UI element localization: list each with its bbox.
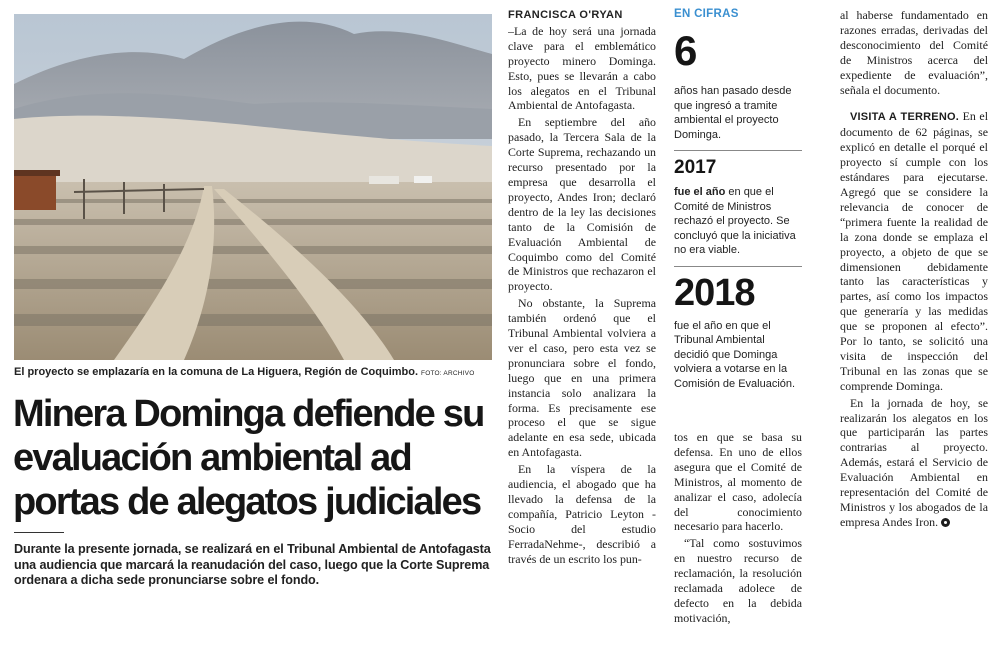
- paragraph: [840, 396, 988, 530]
- stat-desc: fue el año en que el Tribunal Ambiental decidió que Dominga volviera a votarse en la Comisión de Evaluación.: [674, 319, 796, 390]
- article-lead: Durante la presente jornada, se realizará en el Tribunal Ambiental de Antofagasta una audiencia que marcará la reanudación del caso, luego que la Corte Suprema ordenara a dicha sede pronunciarse sobre el fondo.: [14, 542, 491, 587]
- paragraph: [840, 109, 988, 393]
- stat-value: 6: [674, 27, 698, 74]
- paragraph-text: En el documento de 62 páginas, se explicó en detalle el porqué el proyecto sí cumple con los estándares para ejecutarse. Agregó que se considere la relevancia de conocer de “primera fuente la realidad de la zona donde se emplaza el proyecto, a objeto de que se dimensionen debidamente tanto las características y partes, así como los impactos que generaría y las medidas que se proponen al efecto”. Por lo tanto, se solicitó una visita de inspección del Tribunal en las zonas que se comprende Dominga.: [840, 109, 988, 393]
- paragraph: tos en que se basa su defensa. En uno de ellos asegura que el Comité de Ministros, al momento de analizar el caso, adolecía del conocimiento necesario para hacerlo.: [674, 430, 802, 534]
- paragraph: En septiembre del año pasado, la Tercera Sala de la Corte Suprema, rechazando un recurso presentado por la empresa que desarrolla el proyecto, Andes Iron; declaró dentro de la ley las decisiones tanto de la Comisión de Evaluación Ambiental de Coquimbo como del Comité de Ministros que rechazaron el proyecto.: [508, 115, 656, 294]
- subhead-visita-a-terreno: VISITA A TERRENO.: [850, 111, 959, 124]
- article-column-2: [508, 8, 656, 640]
- stat-value: 2017: [674, 157, 717, 178]
- paragraph: No obstante, la Suprema también ordenó que el Tribunal Ambiental volviera a ver el caso, pero esta vez se pronunciara sobre el fondo, luego que en una primera instancia solo analizara la forma. Es precisamente ese proceso el que se sigue adelante en esa sede, ubicada en Antofagasta.: [508, 296, 656, 460]
- article-column-3: [674, 430, 802, 640]
- end-mark-icon: [941, 518, 950, 527]
- article-headline: Minera Dominga defiende su evaluación ambiental ad portas de alegatos judiciales: [13, 393, 484, 523]
- landscape-photo-icon: [14, 14, 492, 360]
- paragraph: al haberse fundamentado en razones erradas, derivadas del desconocimiento del Comité de Ministros acerca del expediente de evaluación”, señala el documento.: [840, 8, 988, 97]
- stat-divider: [674, 266, 802, 267]
- stat-text: [674, 185, 802, 258]
- paragraph: En la víspera de la audiencia, el abogado que ha llevado la defensa de la compañía, Patricio Leyton -Socio del estudio FerradaNehme-, describió a través de un escrito los pun-: [508, 462, 656, 566]
- stat-desc: años han pasado desde que ingresó a tramite ambiental el proyecto Dominga.: [674, 85, 792, 141]
- stat-value: 2018: [674, 271, 755, 314]
- paragraph-text: En la jornada de hoy, se realizarán los alegatos en los que participarán las partes contrarias al proyecto. Además, estará el Servicio de Evaluación Ambiental en representación del Comité de Ministros y los abogados de la empresa Andes Iron.: [840, 395, 988, 529]
- en-cifras-title: EN CIFRAS: [674, 8, 739, 20]
- stat-desc: en que el Comité de Ministros rechazó el proyecto. Se concluyó que la iniciativa no era viable.: [674, 186, 796, 256]
- byline: FRANCISCA O'RYAN: [508, 9, 623, 21]
- paragraph: –La de hoy será una jornada clave para el emblemático proyecto minero Dominga. Esto, pues se llevarán a cabo los alegatos en el Tribunal Ambiental de Antofagasta.: [508, 23, 656, 113]
- photo-caption-text: El proyecto se emplazaría en la comuna de La Higuera, Región de Coquimbo.: [14, 366, 419, 378]
- photo-caption: [14, 366, 492, 378]
- stat-text: [674, 84, 802, 142]
- en-cifras-box: [674, 8, 802, 418]
- stat-bold: fue el año: [674, 186, 726, 198]
- stat-text: [674, 319, 802, 392]
- paragraph: “Tal como sostuvimos en nuestro recurso de reclamación, la resolución reclamada adolece de defecto en la debida motivación,: [674, 536, 802, 625]
- stat-divider: [674, 150, 802, 151]
- photo-credit: FOTO: ARCHIVO: [421, 370, 475, 377]
- headline-divider: [14, 532, 64, 533]
- article-column-4: [840, 8, 988, 640]
- landscape-photo: [14, 14, 492, 360]
